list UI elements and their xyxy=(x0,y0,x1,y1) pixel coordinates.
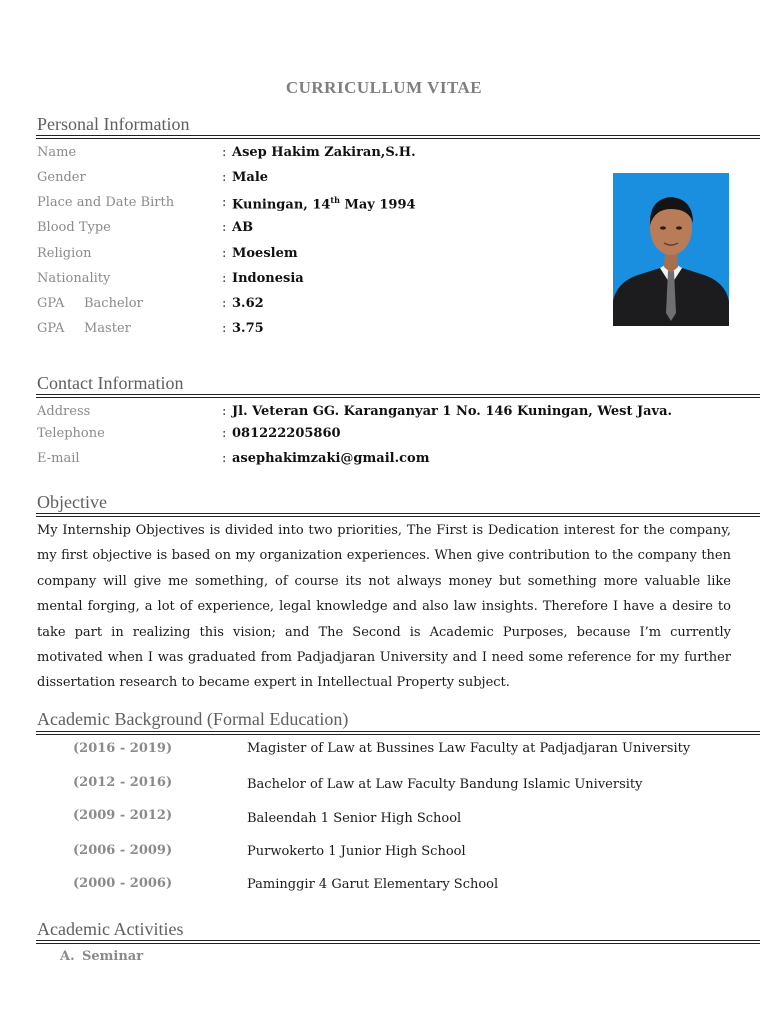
edu-year: (2000 - 2006) xyxy=(73,876,173,891)
edu-desc: Purwokerto 1 Junior High School xyxy=(247,844,466,859)
field-colon: : xyxy=(222,170,227,185)
field-colon: : xyxy=(222,271,227,286)
edu-desc: Baleendah 1 Senior High School xyxy=(247,811,462,826)
field-colon: : xyxy=(222,246,227,261)
field-colon: : xyxy=(222,426,227,441)
section-rule xyxy=(36,513,760,517)
section-title-contact: Contact Information xyxy=(37,373,184,393)
person-silhouette-icon xyxy=(613,173,729,326)
field-label-religion: Religion xyxy=(37,246,92,261)
field-label-name: Name xyxy=(37,145,77,160)
activity-item-seminar xyxy=(60,949,143,964)
field-value-gender: Male xyxy=(232,170,269,185)
section-rule xyxy=(36,731,760,735)
edu-year: (2006 - 2009) xyxy=(73,843,173,858)
field-colon: : xyxy=(222,220,227,235)
edu-year: (2016 - 2019) xyxy=(73,741,173,756)
field-value-nationality: Indonesia xyxy=(232,271,304,286)
field-colon: : xyxy=(222,451,227,466)
field-label-nationality: Nationality xyxy=(37,271,111,286)
field-colon: : xyxy=(222,404,227,419)
edu-desc: Paminggir 4 Garut Elementary School xyxy=(247,877,499,892)
field-label-address: Address xyxy=(37,404,91,419)
section-title-academic: Academic Background (Formal Education) xyxy=(37,709,349,729)
section-rule xyxy=(36,940,760,944)
activity-label: Seminar xyxy=(82,949,144,964)
field-value-email: asephakimzaki@gmail.com xyxy=(232,451,430,466)
field-colon: : xyxy=(222,296,227,311)
edu-year: (2012 - 2016) xyxy=(73,775,173,790)
profile-photo xyxy=(613,173,729,326)
field-label-gpa: GPA xyxy=(37,321,65,336)
field-value-blood: AB xyxy=(232,220,254,235)
field-colon: : xyxy=(222,321,227,336)
field-label-telephone: Telephone xyxy=(37,426,105,441)
edu-desc: Bachelor of Law at Law Faculty Bandung Islamic University xyxy=(247,777,643,792)
field-value-religion: Moeslem xyxy=(232,246,298,261)
section-title-personal: Personal Information xyxy=(37,114,190,134)
field-value-gpa-bachelor: 3.62 xyxy=(232,296,264,311)
field-value-gpa-master: 3.75 xyxy=(232,321,264,336)
field-sublabel-bachelor: Bachelor xyxy=(84,296,143,311)
edu-year: (2009 - 2012) xyxy=(73,808,173,823)
field-value-address: Jl. Veteran GG. Karanganyar 1 No. 146 Kuningan, West Java. xyxy=(232,404,673,419)
list-marker: A. xyxy=(60,949,75,964)
field-value-telephone: 081222205860 xyxy=(232,426,341,441)
field-colon: : xyxy=(222,195,227,210)
field-colon: : xyxy=(222,145,227,160)
field-label-blood: Blood Type xyxy=(37,220,111,235)
field-value-name: Asep Hakim Zakiran,S.H. xyxy=(232,145,416,160)
field-label-gpa: GPA xyxy=(37,296,65,311)
section-title-objective: Objective xyxy=(37,492,107,512)
document-title: CURRICULLUM VITAE xyxy=(285,78,483,97)
objective-paragraph: My Internship Objectives is divided into two priorities, The First is Dedication interest for the company, my first objective is based on my organization experiences. When give contribution to the company then company will give me something, of course its not always money but something more valuable like mental forging, a lot of experience, legal knowledge and also law insights. Therefore I have a desire to take part in realizing this vision; and The Second is Academic Purposes, because I’m currently motivated when I was graduated from Padjadjaran University and I need some reference for my further dissertation research to became expert in Intellectual Property subject. xyxy=(37,523,731,691)
edu-desc: Magister of Law at Bussines Law Faculty at Padjadjaran University xyxy=(247,741,691,756)
field-label-gender: Gender xyxy=(37,170,86,185)
field-label-birth: Place and Date Birth xyxy=(37,195,175,210)
section-rule xyxy=(36,394,760,398)
birth-value-prefix: Kuningan, 14 xyxy=(232,197,331,213)
section-title-activities: Academic Activities xyxy=(37,919,184,939)
field-value-birth xyxy=(232,195,416,212)
field-label-email: E-mail xyxy=(37,451,80,466)
section-rule xyxy=(36,135,760,139)
birth-value-suffix: May 1994 xyxy=(339,197,416,213)
birth-value-sup: th xyxy=(330,195,340,205)
field-sublabel-master: Master xyxy=(84,321,131,336)
